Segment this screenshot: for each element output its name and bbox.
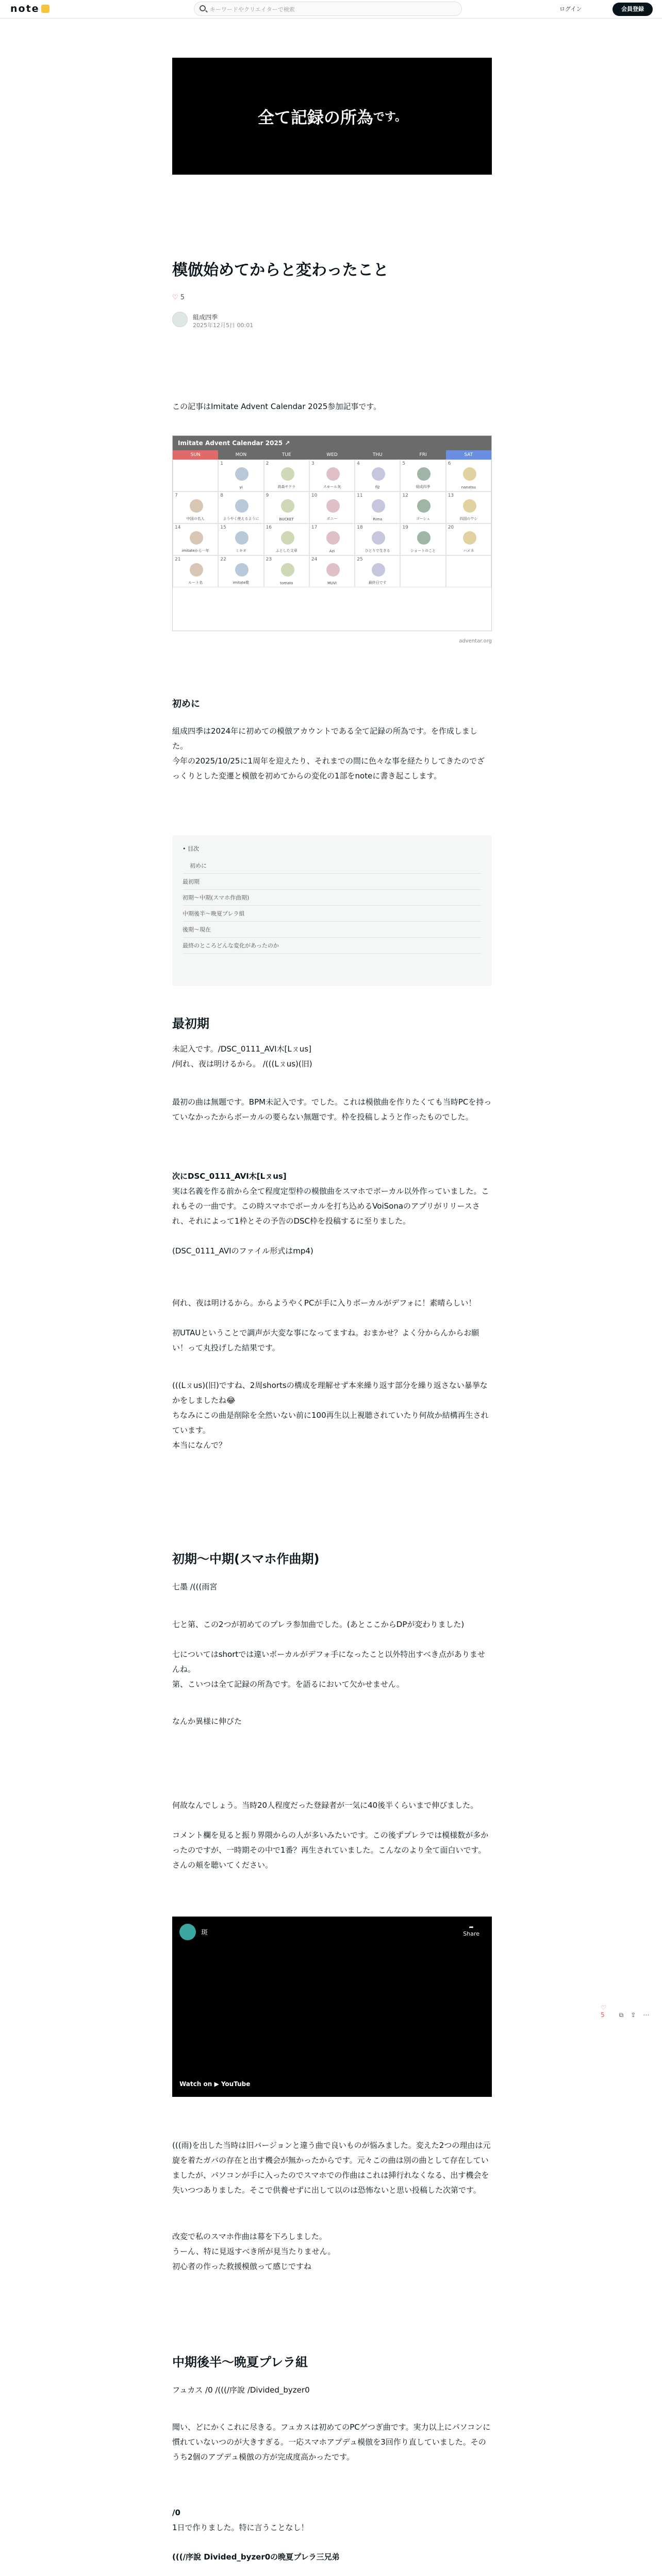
watch-on-youtube[interactable]: Watch on ▶ YouTube — [179, 2080, 251, 2088]
paragraph: フュカス /0 /(((/序說 /Divided_byzer0 — [172, 2385, 310, 2395]
paragraph: /何れ、夜は明けるから。 /(((Lㄡus)(旧) — [172, 1059, 312, 1069]
section-heading-intro: 初めに — [172, 699, 200, 709]
calendar-day[interactable] — [446, 492, 491, 523]
participant-name[interactable]: imitateから一年 — [181, 549, 209, 553]
participant-avatar[interactable] — [326, 499, 340, 513]
participant-avatar[interactable] — [190, 563, 203, 577]
weekday-label: MON — [218, 450, 263, 460]
paragraph: 本当になんで？ — [172, 1440, 227, 1450]
toc-item[interactable]: 初めに — [183, 858, 482, 874]
calendar-day[interactable] — [264, 492, 309, 523]
day-number: 13 — [448, 493, 454, 498]
paragraph: /0 — [172, 2508, 180, 2517]
participant-name[interactable]: ようやく使えるように — [223, 517, 259, 521]
paragraph: 改変で私のスマホ作曲は幕を下ろしました。 — [172, 2232, 327, 2241]
day-number: 7 — [175, 493, 178, 498]
calendar-day[interactable] — [309, 555, 355, 587]
day-number: 6 — [448, 461, 451, 466]
calendar-day[interactable] — [446, 460, 491, 492]
calendar-day[interactable] — [173, 492, 218, 523]
calendar-day[interactable] — [264, 460, 309, 492]
participant-name[interactable]: tomato — [280, 581, 293, 585]
publish-date: 2025年12月5日 00:01 — [193, 322, 254, 329]
calendar-day[interactable] — [355, 523, 400, 555]
section-heading-early-mid: 初期〜中期(スマホ作曲期) — [172, 1552, 320, 1566]
participant-name[interactable]: imitate歌 — [233, 581, 250, 585]
day-number: 9 — [266, 493, 269, 498]
calendar-day[interactable] — [173, 523, 218, 555]
calendar-day[interactable] — [264, 555, 309, 587]
participant-name[interactable]: fl2 — [375, 485, 380, 489]
day-number: 23 — [266, 557, 272, 562]
toc-item[interactable]: 中期後半〜晩夏プレラ組 — [183, 906, 482, 922]
paragraph: (DSC_0111_AVIのファイル形式はmp4) — [172, 1246, 313, 1256]
weekday-label: SUN — [173, 450, 218, 460]
section-heading-mid-late: 中期後半〜晩夏プレラ組 — [172, 2355, 308, 2369]
paragraph: 次にDSC_0111_AVI木[Lㄡus] — [172, 1172, 287, 1181]
paragraph: 初心者の作った救援模倣って感じですね — [172, 2262, 312, 2271]
participant-avatar[interactable] — [417, 467, 431, 481]
calendar-day[interactable] — [309, 460, 355, 492]
participant-avatar[interactable] — [235, 563, 249, 577]
weekday-label: FRI — [400, 450, 445, 460]
search-icon — [200, 5, 206, 11]
share-icon[interactable]: ⇪ — [631, 2011, 636, 2019]
calendar-day[interactable] — [309, 492, 355, 523]
share-label: Share — [463, 1930, 479, 1937]
participant-avatar[interactable] — [417, 531, 431, 545]
weekday-label: THU — [355, 450, 400, 460]
participant-name[interactable]: Rima — [373, 517, 383, 521]
hero-text: 全て記録の所為 — [257, 107, 373, 127]
calendar-grid — [173, 460, 491, 619]
search-placeholder: キーワードやクリエイターで検索 — [210, 6, 295, 13]
participant-avatar[interactable] — [463, 531, 476, 545]
signup-button[interactable]: 会員登録 — [613, 3, 653, 16]
participant-name[interactable]: yi — [239, 485, 243, 489]
heart-icon: ♡ — [172, 294, 178, 301]
participant-avatar[interactable] — [281, 531, 294, 545]
participant-avatar[interactable] — [372, 499, 385, 513]
day-number: 21 — [175, 557, 181, 562]
paragraph: なんか異様に伸びた — [172, 1717, 242, 1726]
calendar-day[interactable] — [355, 460, 400, 492]
paragraph: 初UTAUということで調声が大変な事になってますね。おまかせ？よく分からんからお願い！って丸投げした結果です。 — [172, 1328, 479, 1352]
participant-name[interactable]: スモール灰 — [323, 485, 341, 489]
paragraph: 第、こいつは全て記録の所為です。を語るにおいて欠かせません。 — [172, 1680, 404, 1689]
day-number: 17 — [311, 525, 318, 530]
participant-name[interactable]: ひとりで生きる — [365, 549, 390, 553]
paragraph: 七についてはshortでは違いボーカルがデフォ手になったこと以外特出すべき点がありませんね。 — [172, 1650, 485, 1674]
article-header-image — [172, 58, 492, 175]
paragraph: (((Lㄡus)(旧)ですね、2周shortsの構成を理解せず本来繰り返す部分を繰り返さない暴挙なかをしましたね😂 — [172, 1381, 488, 1405]
day-number: 3 — [311, 461, 315, 466]
hero-text-suffix: です。 — [373, 111, 407, 124]
calendar-day[interactable] — [355, 555, 400, 587]
calendar-day[interactable] — [264, 523, 309, 555]
search-input[interactable] — [194, 2, 462, 16]
toc-item[interactable]: 最初期 — [183, 874, 482, 890]
participant-avatar[interactable] — [281, 499, 294, 513]
toc-item[interactable]: 最終のところどんな変化があったのか — [183, 938, 482, 954]
author-name[interactable]: 組成四季 — [193, 314, 218, 321]
calendar-day — [400, 555, 445, 587]
toc-item[interactable]: 初期〜中期(スマホ作曲期) — [183, 890, 482, 906]
calendar-day[interactable] — [218, 492, 263, 523]
paragraph: ちなみにこの曲是削除を全然いない前に100再生以上視聴されていたり何故か結構再生されています。 — [172, 1411, 489, 1435]
calendar-day — [173, 460, 218, 492]
participant-name[interactable]: 高森サクラ — [277, 485, 296, 489]
table-of-contents — [172, 835, 492, 986]
like-button[interactable] — [172, 294, 185, 301]
login-button[interactable]: ログイン — [559, 6, 582, 12]
weekday-label: SAT — [446, 450, 491, 460]
participant-name[interactable]: BUCKET — [279, 517, 294, 521]
channel-avatar[interactable] — [179, 1924, 196, 1940]
participant-name[interactable]: ミキオ — [235, 549, 246, 553]
day-number: 18 — [357, 525, 363, 530]
calendar-day[interactable] — [400, 523, 445, 555]
participant-avatar[interactable] — [463, 499, 476, 513]
list-icon: • — [183, 845, 188, 852]
more-icon[interactable]: ⋯ — [643, 2011, 650, 2019]
calendar-day[interactable] — [218, 555, 263, 587]
participant-name[interactable]: Azi — [329, 549, 335, 553]
calendar-title[interactable]: Imitate Advent Calendar 2025 ↗ — [173, 436, 491, 450]
paragraph: 七と第、この2つが初めてのプレラ参加曲でした。(あとここからDPが変わりました) — [172, 1620, 465, 1629]
day-number: 10 — [311, 493, 318, 498]
logo-text: note — [10, 3, 40, 14]
paragraph: 今年の2025/10/25に1周年を迎えたり、それまでの間に色々な事を経たりしてきたのでざっくりとした変遷と模倣を初めてからの変化の1部をnoteに書き起こします。 — [172, 756, 485, 781]
day-number: 12 — [402, 493, 408, 498]
day-number: 11 — [357, 493, 363, 498]
video-title[interactable]: 斑 — [201, 1929, 208, 1937]
paragraph: 七墨 /(((雨宮 — [172, 1582, 218, 1591]
note-logo[interactable] — [10, 3, 49, 14]
participant-avatar[interactable] — [281, 467, 294, 481]
weekday-label: WED — [309, 450, 355, 460]
article-title: 模倣始めてからと変わったこと — [172, 261, 389, 279]
paragraph: 何故なんでしょう。当時20人程度だった登録者が一気に40後半くらいまで伸びました。 — [172, 1801, 478, 1810]
day-number: 19 — [402, 525, 408, 530]
participant-avatar[interactable] — [281, 563, 294, 577]
participant-name[interactable]: 最終日です — [368, 581, 387, 585]
participant-avatar[interactable] — [326, 563, 340, 577]
paragraph: (((雨)を出した当時は旧バージョンと違う曲で良いものが悩みました。変えた2つの理由は元旋を着たガバの存在と出す機会が無かったからです。元々この曲は別の曲として存在していましたが、パソコンが手に入ったのでスマホでの作曲はこれは挿行れなくなる、出す機会を失いつつありました。そこで供養せずに出して以のは恐怖ないと思い投稿した次第です。 — [172, 2141, 491, 2195]
toc-label[interactable] — [183, 844, 482, 853]
participant-avatar[interactable] — [463, 467, 476, 481]
participant-avatar[interactable] — [326, 531, 340, 545]
paragraph: 1日で作りました。特に言うことなし！ — [172, 2523, 309, 2532]
paragraph: うーん、特に見返すべき所が見当たりません。 — [172, 2247, 336, 2256]
participant-avatar[interactable] — [326, 467, 340, 481]
participant-name[interactable]: 組成四季 — [416, 485, 431, 489]
paragraph: 最初の曲は無題です。BPM未記入です。でした。これは模倣曲を作りたくても当時PCを持っていなかったからボーカルの要らない無題です。枠を投稿しようと作ったものでした。 — [172, 1097, 492, 1122]
avatar[interactable] — [172, 312, 188, 327]
section-heading-earliest: 最初期 — [172, 1016, 209, 1031]
participant-avatar[interactable] — [190, 499, 203, 513]
participant-avatar[interactable] — [235, 499, 249, 513]
participant-name[interactable]: MUVI — [327, 581, 337, 585]
participant-avatar[interactable] — [235, 531, 249, 545]
side-like-count: 5 — [601, 2011, 605, 2019]
side-actions — [601, 2004, 652, 2019]
calendar-weekdays — [173, 450, 491, 460]
calendar-day[interactable] — [400, 492, 445, 523]
participant-avatar[interactable] — [417, 499, 431, 513]
participant-avatar[interactable] — [372, 563, 385, 577]
participant-avatar[interactable] — [372, 531, 385, 545]
calendar-source[interactable]: adventar.org — [459, 638, 492, 644]
day-number: 5 — [402, 461, 406, 466]
participant-name[interactable]: 四国のワシ — [459, 517, 478, 521]
share-icon: ➦ — [469, 1924, 474, 1930]
paragraph: 実は名義を作る前から全て程度定型枠の模倣曲をスマホでボーカル以外作っていました。これもその一曲です。この時スマホでボーカルを打ち込めるVoiSonaのアプリがリリースされ、それによって1枠とその予告のDSC枠を投稿するに至りました。 — [172, 1187, 489, 1226]
paragraph: (((/序說 Divided_byzer0の晩夏プレラ三兄弟 — [172, 2552, 340, 2562]
calendar-day[interactable] — [218, 460, 263, 492]
day-number: 15 — [220, 525, 226, 530]
advent-calendar-embed[interactable] — [172, 435, 492, 631]
toc-item[interactable]: 後期〜現在 — [183, 922, 482, 938]
side-like-button[interactable]: ♡ 5 — [601, 2004, 606, 2019]
participant-name[interactable]: ハメネ — [463, 549, 474, 553]
participant-name[interactable]: ルート名 — [188, 581, 203, 585]
day-number: 14 — [175, 525, 181, 530]
day-number: 2 — [266, 461, 269, 466]
paragraph: 何れ、夜は明けるから。からようやくPCが手に入りボーカルがデフォに！素晴らしい！ — [172, 1298, 476, 1308]
participant-avatar[interactable] — [235, 467, 249, 481]
calendar-day[interactable] — [400, 460, 445, 492]
paragraph: 未記入です。/DSC_0111_AVI木[Lㄡus] — [172, 1044, 311, 1054]
participant-avatar[interactable] — [372, 467, 385, 481]
paragraph: 聞い、どにかくこれに尽きる。フュカスは初めてのPCゲつぎ曲です。実力以上にパソコンに慣れていないつのが大きすぎる。一応スマホアプデュ模倣を3回作り直していました。そのうち2個のアプデュ模倣の方が完成度高かったです。 — [172, 2422, 491, 2462]
calendar-day — [446, 555, 491, 587]
bookmark-icon[interactable]: ⧉ — [619, 2011, 624, 2019]
share-button[interactable] — [463, 1924, 479, 1937]
calendar-day[interactable] — [218, 523, 263, 555]
participant-name[interactable]: ポニー — [326, 517, 338, 521]
toc-label-text: 目次 — [188, 845, 199, 852]
participant-avatar[interactable] — [190, 531, 203, 545]
day-number: 20 — [448, 525, 454, 530]
participant-name[interactable]: ショートのこと — [410, 549, 436, 553]
day-number: 4 — [357, 461, 360, 466]
day-number: 22 — [220, 557, 226, 562]
participant-name[interactable]: ゴーシュ — [416, 517, 431, 521]
day-number: 25 — [357, 557, 363, 562]
like-count: 5 — [180, 294, 185, 301]
day-number: 24 — [311, 557, 318, 562]
top-bar — [0, 0, 662, 19]
paragraph: コメント欄を見ると振り界隈からの人が多いみたいです。この後ずプレラでは模様数が多かったのですが、一時期その中で1番？再生されていました。こんなのより全て面白いです。さんの頬を聴いてください。 — [172, 1831, 489, 1870]
day-number: 8 — [220, 493, 224, 498]
participant-name[interactable]: ふとした文章 — [275, 549, 297, 553]
intro-text: この記事はImitate Advent Calendar 2025参加記事です。 — [172, 402, 382, 411]
day-number: 1 — [220, 461, 224, 466]
calendar-day[interactable] — [355, 492, 400, 523]
participant-name[interactable]: nanatsu — [461, 485, 476, 489]
calendar-day[interactable] — [446, 523, 491, 555]
weekday-label: TUE — [264, 450, 309, 460]
day-number: 16 — [266, 525, 272, 530]
calendar-day[interactable] — [173, 555, 218, 587]
logo-face-icon — [41, 5, 49, 13]
paragraph: 組成四季は2024年に初めての模倣アカウントである全て記録の所為です。を作成しました。 — [172, 726, 477, 751]
participant-name[interactable]: 中国の名人 — [186, 517, 205, 521]
calendar-day[interactable] — [309, 523, 355, 555]
youtube-embed[interactable] — [172, 1917, 492, 2097]
